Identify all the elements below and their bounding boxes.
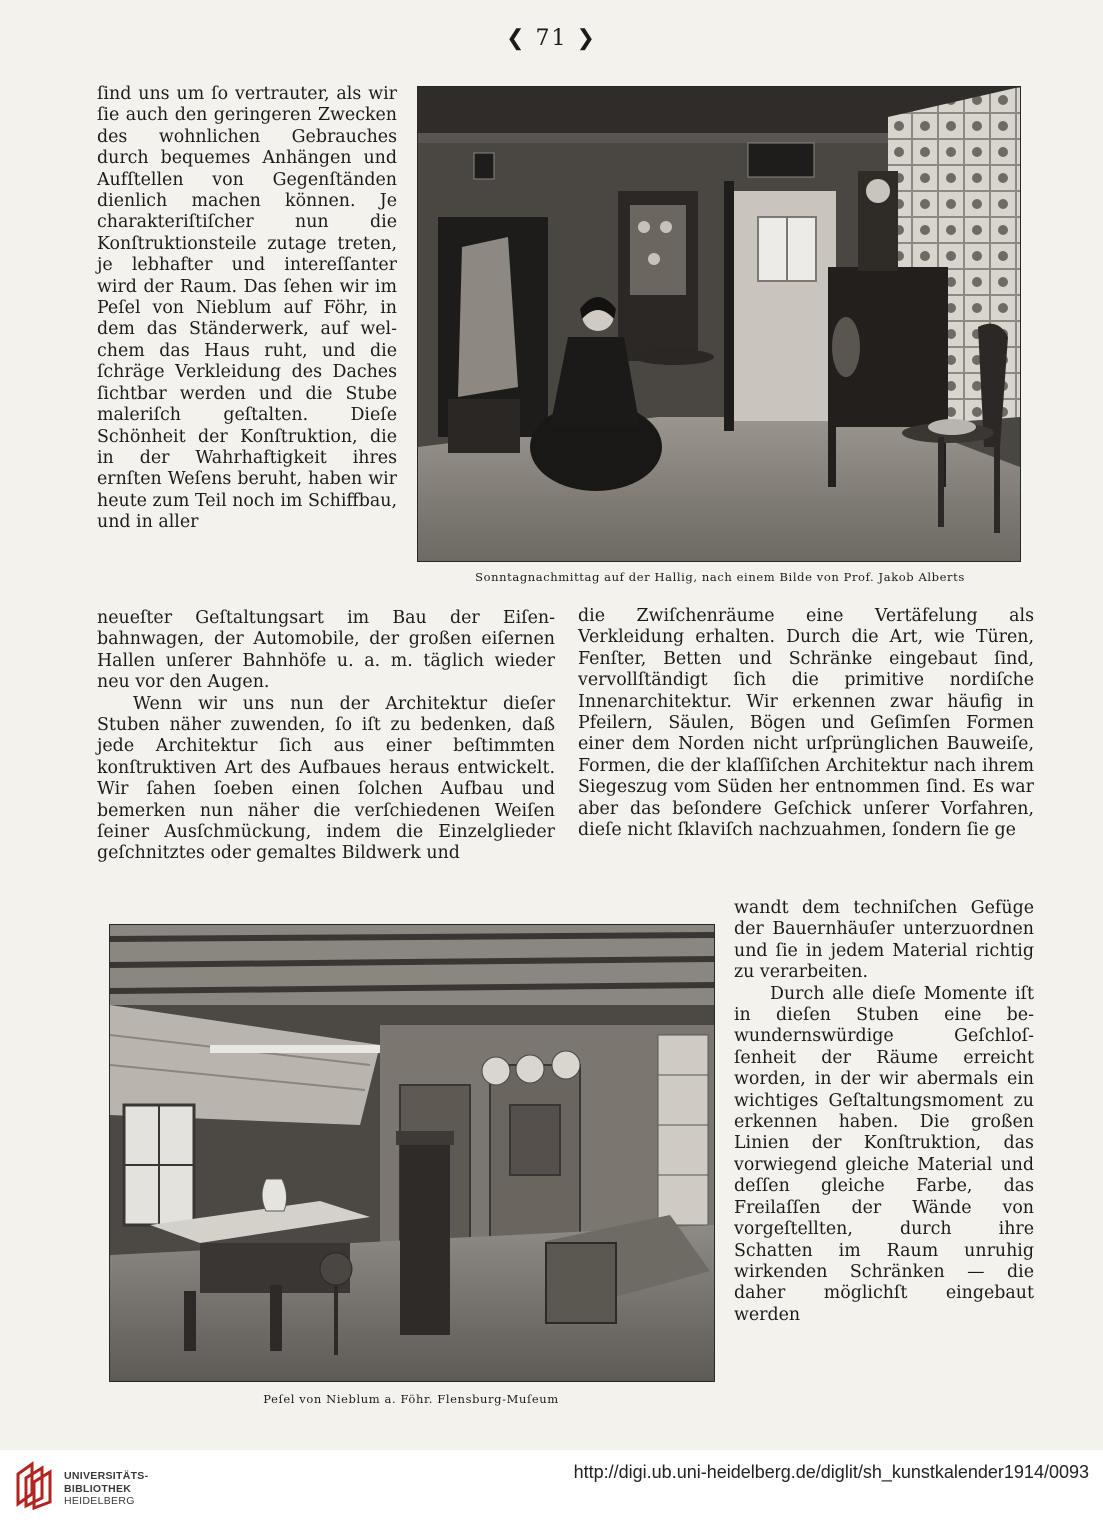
ornament-left: ❮ xyxy=(506,26,527,51)
library-name-line2: BIBLIOTHEK xyxy=(64,1482,132,1495)
paragraph: die Zwiſchenräume eine Vertäfelung als Verkleidung erhalten. Durch die Art, wie Türen, Fenſter, Betten und Schränke eingebaut ſind, vervollſtändigt ſich die primitive nordiſche Innenarchitektur. Wir erkennen zwar häufig in Pfeilern, Säulen, Bögen und Geſimſen Formen einer dem Norden nicht urſprünglichen Bauweiſe, Formen, die der klaſſiſchen Architektur nach ihrem Siegeszug vom Süden her entnommen ſind. Es war aber das beſondere Geſchick unſerer Vorfahren, dieſe nicht ſklaviſch nachzuahmen, ſondern ſie ge xyxy=(578,606,1034,841)
interior-photograph xyxy=(110,925,714,1381)
figure-caption-top: Sonntagnachmittag auf der Hallig, nach einem Bilde von Prof. Jakob Alberts xyxy=(475,570,965,584)
page-number-header xyxy=(0,26,1103,51)
painting-illustration xyxy=(418,87,1020,561)
library-footer xyxy=(0,1450,1103,1530)
paragraph: Wenn wir uns nun der Architektur dieſer Stuben näher zuwenden, ſo iſt zu bedenken, daß jede Architektur ſich aus einer beſtimmten konſtruktiven Art des Aufbaues heraus entwickelt. Wir ſahen ſoeben einen ſolchen Aufbau und bemerken nun näher die verſchiedenen Weiſen ſeiner Ausſchmückung, indem die Einzelglieder geſchnitztes oder gemaltes Bildwerk und xyxy=(97,693,555,864)
permalink-url[interactable]: http://digi.ub.uni-heidelberg.de/diglit/sh_kunstkalender1914/0093 xyxy=(573,1462,1089,1482)
figure-sunday-afternoon-painting xyxy=(417,86,1021,562)
figure-pesel-nieblum-photo xyxy=(109,924,715,1382)
text-column-bottom-right xyxy=(734,898,1034,1326)
paragraph: ſind uns um ſo vertrauter, als wir ſie auch den geringeren Zwecken des wohnlichen Gebrauches durch bequemes Anhängen und Aufſtellen von Gegenſtänden dienlich machen können. Je charakteriſtiſcher nun die Konſtruktionsteile zutage treten, je lebhafter und intereſſanter wird der Raum. Das ſehen wir im Peſel von Nieblum auf Föhr, in dem das Ständerwerk, auf welchem das Haus ruht, und die ſchräge Verkleidung des Daches ſichtbar werden und die Stube maleriſch geſtalten. Dieſe Schönheit der Konſtruktion, die in der Wahrhaftigkeit ihres ernſten Weſens beruht, haben wir heute zum Teil noch im Schiffbau, und in aller xyxy=(97,84,397,533)
library-name-line1: UNIVERSITÄTS- xyxy=(64,1470,149,1482)
paragraph: neueſter Geſtaltungsart im Bau der Eiſenbahnwagen, der Automobile, der großen eiſernen Hallen unſerer Bahnhöfe u. a. m. täglich wieder neu vor den Augen. xyxy=(97,608,555,693)
figure-caption-bottom: Peſel von Nieblum a. Föhr. Flensburg-Muſeum xyxy=(263,1392,559,1406)
text-column-middle-left xyxy=(97,608,555,865)
library-name-line3: HEIDELBERG xyxy=(64,1495,135,1507)
library-name[interactable] xyxy=(64,1470,148,1508)
text-column-top-left xyxy=(97,84,397,534)
page-number: 71 xyxy=(535,26,568,51)
ornament-right: ❯ xyxy=(576,26,597,51)
paragraph: wandt dem techniſchen Gefüge der Bauernhäuſer unterzuordnen und ſie in jedem Material richtig zu verarbeiten. xyxy=(734,898,1034,983)
text-column-middle-right xyxy=(578,606,1034,841)
paragraph: Durch alle dieſe Momente iſt in dieſen Stuben eine bewundernswürdige Geſchloſſenheit der Räume erreicht worden, in der wir abermals ein wichtiges Geſtaltungsmoment zu erkennen haben. Die großen Linien der Konſtruktion, das vorwiegend gleiche Material und deſſen gleiche Farbe, das Freilaſſen der Wände von vorgeſtellten, durch ihre Schatten im Raum unruhig wirkenden Schränken — die daher möglichſt eingebaut werden xyxy=(734,983,1034,1325)
university-library-logo-icon[interactable] xyxy=(12,1460,56,1514)
